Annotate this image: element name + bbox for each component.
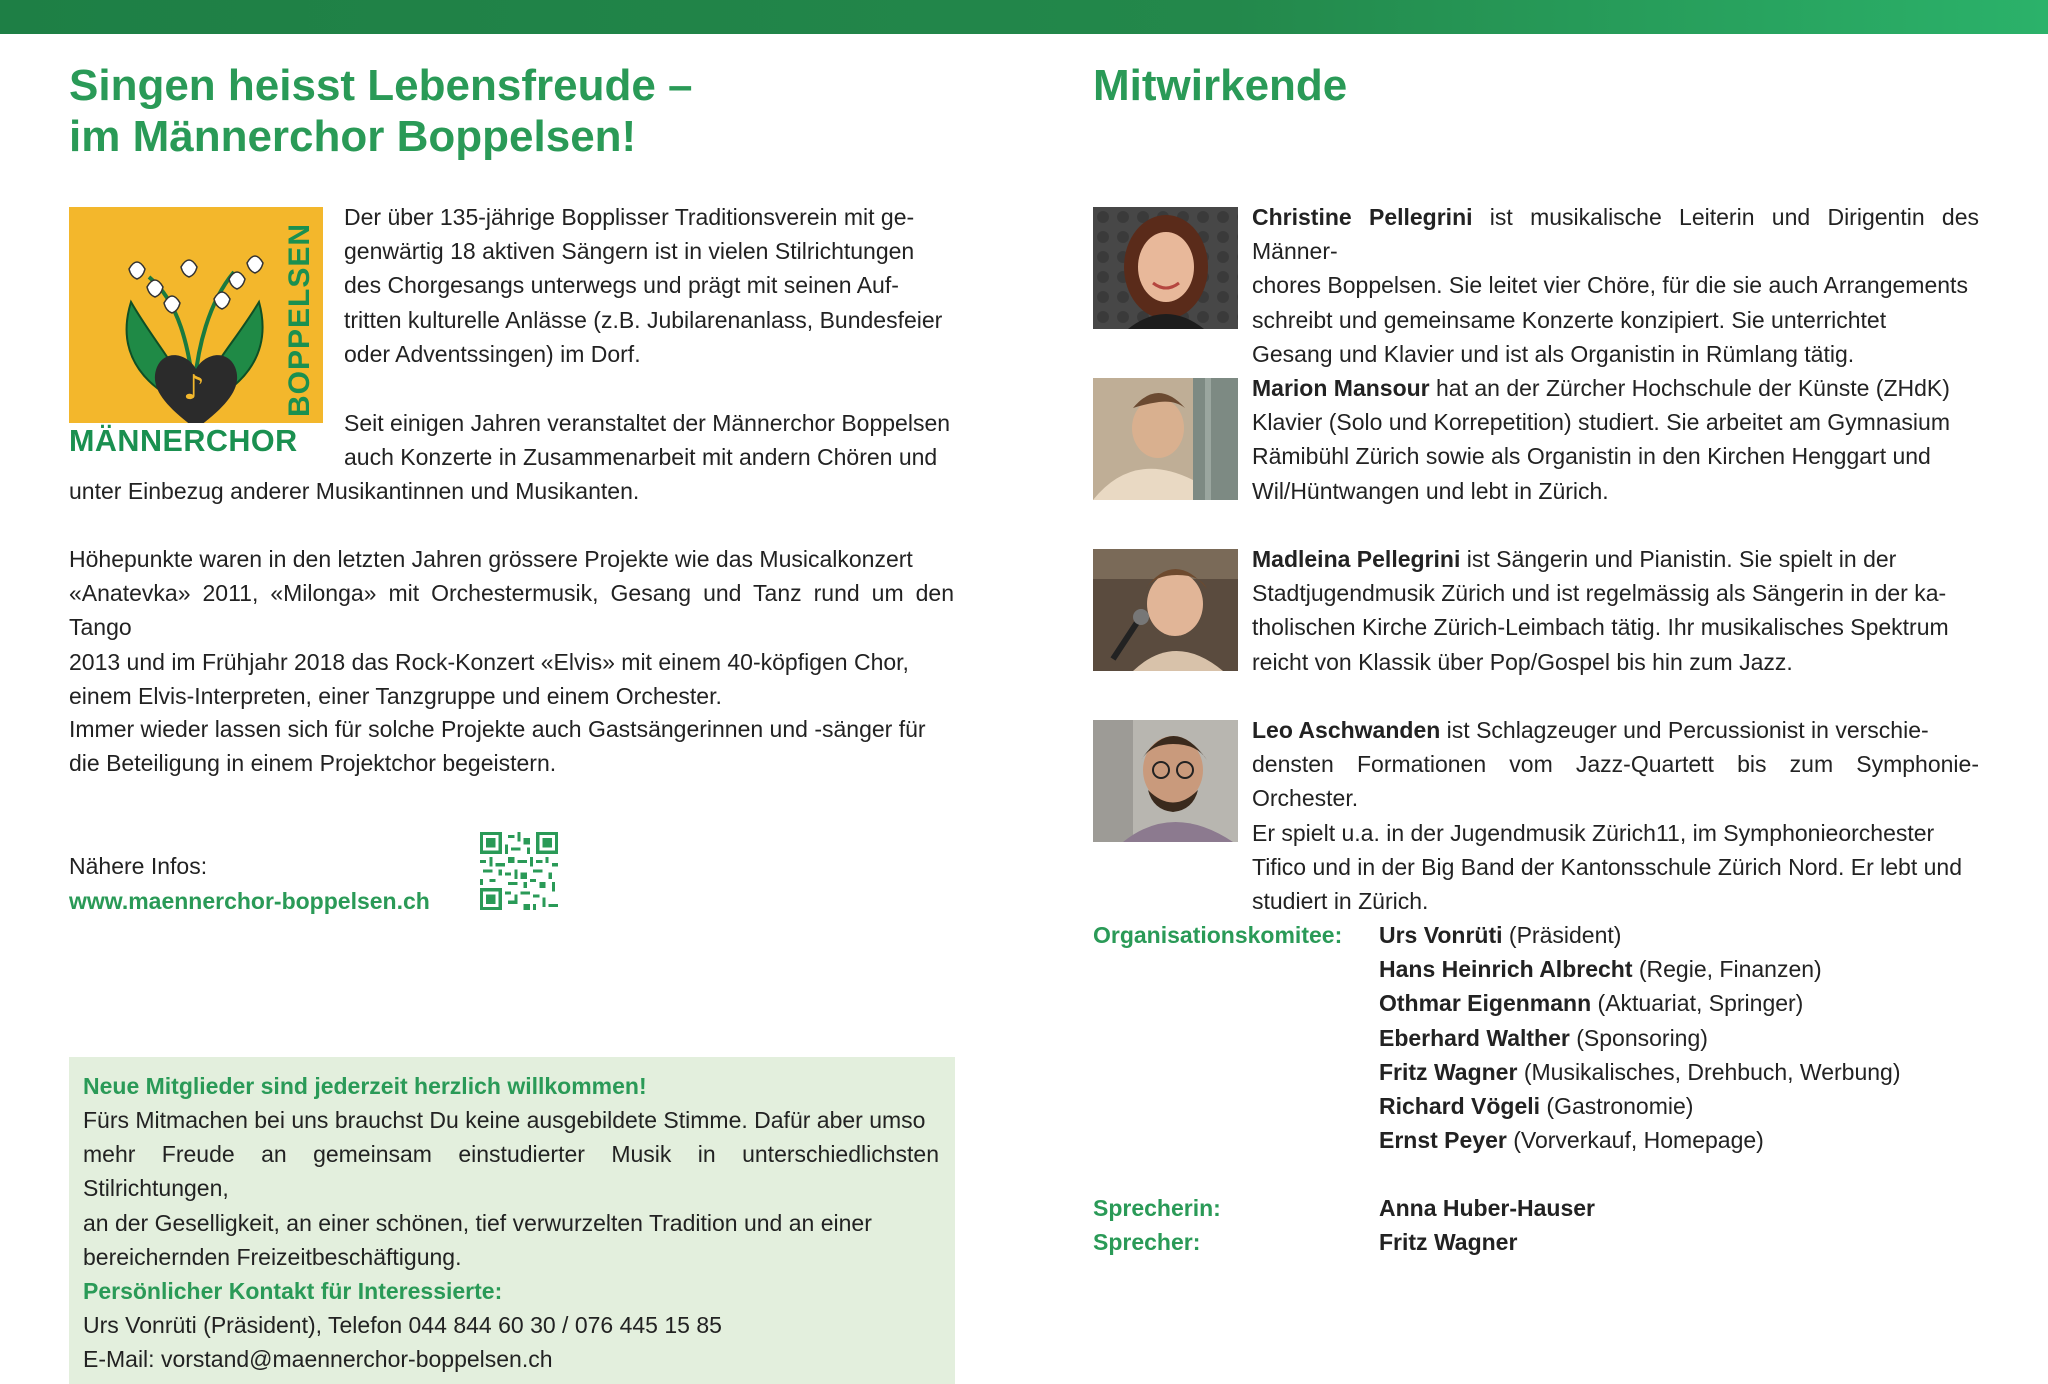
person-name: Madleina Pellegrini bbox=[1252, 546, 1461, 572]
intro-paragraph bbox=[344, 200, 954, 371]
website-link[interactable]: www.maennerchor-boppelsen.ch bbox=[69, 888, 430, 914]
text-line: Stadtjugendmusik Zürich und ist regelmässig als Sängerin in der ka- bbox=[1252, 580, 1947, 607]
committee-member bbox=[1379, 1055, 1901, 1089]
text-line: «Anatevka» 2011, «Milonga» mit Orchestermusik, Gesang und Tanz rund um den Tango bbox=[69, 580, 954, 641]
text-line: Rämibühl Zürich sowie als Organistin in den Kirchen Henggart und bbox=[1252, 443, 1931, 470]
highlights-paragraph bbox=[69, 542, 954, 713]
contact-email[interactable]: E-Mail: vorstand@maennerchor-boppelsen.ch bbox=[83, 1346, 553, 1372]
member-role: (Sponsoring) bbox=[1569, 1024, 1708, 1051]
text-line: Immer wieder lassen sich für solche Projekte auch Gastsängerinnen und -sänger für bbox=[69, 716, 926, 742]
text-line: Wil/Hüntwangen und lebt in Zürich. bbox=[1252, 477, 1609, 504]
member-name: Ernst Peyer bbox=[1379, 1127, 1507, 1154]
guest-singers-paragraph bbox=[69, 712, 954, 780]
portrait-singer-icon bbox=[1093, 549, 1238, 671]
member-name: Urs Vonrüti bbox=[1379, 922, 1503, 948]
photo-marion-mansour bbox=[1093, 378, 1238, 500]
text-line: unter Einbezug anderer Musikantinnen und Musikanten. bbox=[69, 478, 640, 505]
new-members-box bbox=[69, 1057, 955, 1384]
text-line bbox=[1252, 713, 1979, 747]
portrait-man-icon bbox=[1093, 720, 1238, 842]
member-name: Fritz Wagner bbox=[1379, 1058, 1518, 1085]
concerts-paragraph bbox=[69, 406, 954, 509]
text-line: Seit einigen Jahren veranstaltet der Männerchor Boppelsen bbox=[344, 410, 951, 436]
svg-text:♪: ♪ bbox=[183, 368, 205, 408]
text-line bbox=[1252, 200, 1979, 268]
text-line: Er spielt u.a. in der Jugendmusik Zürich11, im Symphonieorchester bbox=[1252, 819, 1935, 846]
member-name: Richard Vögeli bbox=[1379, 1093, 1541, 1120]
logo-word-maennerchor: MÄNNERCHOR bbox=[69, 424, 298, 458]
text-line: ist musikalische Leiterin und Dirigentin des Männer- bbox=[1252, 204, 1979, 265]
member-role: (Musikalisches, Drehbuch, Werbung) bbox=[1517, 1058, 1901, 1085]
committee-list bbox=[1379, 918, 1901, 1157]
text-line: ist Schlagzeuger und Percussionist in verschie- bbox=[1440, 717, 1929, 743]
bio-leo-aschwanden bbox=[1252, 713, 1979, 918]
committee-member bbox=[1379, 1021, 1901, 1055]
new-members-heading: Neue Mitglieder sind jederzeit herzlich willkommen! bbox=[83, 1073, 647, 1099]
text-line: genwärtig 18 aktiven Sängern ist in vielen Stilrichtungen bbox=[344, 238, 915, 265]
text-line: die Beteiligung in einem Projektchor begeistern. bbox=[69, 750, 557, 777]
person-name: Marion Mansour bbox=[1252, 375, 1430, 401]
portrait-woman-icon bbox=[1093, 207, 1238, 329]
text-line: Fürs Mitmachen bei uns brauchst Du keine ausgebildete Stimme. Dafür aber umso bbox=[83, 1107, 926, 1133]
speaker-female-label: Sprecherin: bbox=[1093, 1195, 1221, 1221]
speaker-male-name bbox=[1379, 1225, 1517, 1259]
committee-member bbox=[1379, 1089, 1901, 1123]
qr-code-icon[interactable] bbox=[480, 832, 558, 910]
text-line: einem Elvis-Interpreten, einer Tanzgruppe und einem Orchester. bbox=[69, 682, 722, 709]
text-line: Tifico und in der Big Band der Kantonsschule Zürich Nord. Er lebt und bbox=[1252, 853, 1962, 880]
text-line: an der Geselligkeit, an einer schönen, tief verwurzelten Tradition und an einer bbox=[83, 1209, 872, 1236]
text-line: mehr Freude an gemeinsam einstudierter Musik in unterschiedlichsten Stilrichtungen, bbox=[83, 1141, 939, 1202]
contact-phone: Urs Vonrüti (Präsident), Telefon 044 844 60 30 / 076 445 15 85 bbox=[83, 1312, 722, 1338]
text-line: auch Konzerte in Zusammenarbeit mit andern Chören und bbox=[344, 444, 938, 471]
text-line: schreibt und gemeinsame Konzerte konzipiert. Sie unterrichtet bbox=[1252, 306, 1887, 333]
text-line: Der über 135-jährige Bopplisser Traditionsverein mit ge- bbox=[344, 204, 915, 230]
text-line: tholischen Kirche Zürich-Leimbach tätig. Ihr musikalisches Spektrum bbox=[1252, 614, 1949, 641]
text-line: oder Adventssingen) im Dorf. bbox=[344, 340, 641, 367]
photo-christine-pellegrini bbox=[1093, 207, 1238, 329]
member-name: Eberhard Walther bbox=[1379, 1024, 1570, 1051]
member-name: Fritz Wagner bbox=[1379, 1229, 1518, 1255]
text-line: reicht von Klassik über Pop/Gospel bis hin zum Jazz. bbox=[1252, 648, 1793, 675]
member-name: Hans Heinrich Albrecht bbox=[1379, 956, 1633, 983]
text-line: ist Sängerin und Pianistin. Sie spielt in der bbox=[1460, 546, 1897, 572]
text-line: tritten kulturelle Anlässe (z.B. Jubilarenanlass, Bundesfeier bbox=[344, 306, 943, 333]
person-name: Leo Aschwanden bbox=[1252, 717, 1441, 743]
text-line: studiert in Zürich. bbox=[1252, 888, 1429, 915]
page-title bbox=[69, 60, 693, 162]
member-role: (Aktuariat, Springer) bbox=[1591, 990, 1804, 1017]
contributors-title: Mitwirkende bbox=[1093, 61, 1348, 110]
person-name: Christine Pellegrini bbox=[1252, 204, 1473, 230]
member-name: Anna Huber-Hauser bbox=[1379, 1195, 1595, 1221]
text-line bbox=[1252, 542, 1979, 576]
page-title-line-1: Singen heisst Lebensfreude – bbox=[69, 61, 693, 110]
committee-member bbox=[1379, 952, 1901, 986]
contact-heading: Persönlicher Kontakt für Interessierte: bbox=[83, 1278, 503, 1304]
member-role: (Gastronomie) bbox=[1540, 1093, 1694, 1120]
bio-madleina-pellegrini bbox=[1252, 542, 1979, 679]
text-line bbox=[1252, 371, 1979, 405]
text-line: hat an der Zürcher Hochschule der Künste (ZHdK) bbox=[1429, 375, 1950, 401]
photo-madleina-pellegrini bbox=[1093, 549, 1238, 671]
bio-marion-mansour bbox=[1252, 371, 1979, 508]
photo-leo-aschwanden bbox=[1093, 720, 1238, 842]
portrait-woman-piano-icon bbox=[1093, 378, 1238, 500]
text-line: densten Formationen vom Jazz-Quartett bis zum Symphonie-Orchester. bbox=[1252, 751, 1979, 812]
committee-member bbox=[1379, 1123, 1901, 1157]
logo-word-boppelsen: BOPPELSEN bbox=[283, 222, 316, 418]
speaker-female-name bbox=[1379, 1191, 1595, 1225]
page-title-line-2: im Männerchor Boppelsen! bbox=[69, 112, 637, 161]
text-line: des Chorgesangs unterwegs und prägt mit seinen Auf- bbox=[344, 272, 899, 299]
text-line: Gesang und Klavier und ist als Organistin in Rümlang tätig. bbox=[1252, 340, 1855, 367]
text-line: bereichernden Freizeitbeschäftigung. bbox=[83, 1243, 462, 1270]
member-name: Othmar Eigenmann bbox=[1379, 990, 1592, 1017]
speaker-male-label: Sprecher: bbox=[1093, 1229, 1201, 1255]
committee-member bbox=[1379, 918, 1901, 952]
more-info-label: Nähere Infos: bbox=[69, 853, 208, 879]
text-line: Höhepunkte waren in den letzten Jahren grössere Projekte wie das Musicalkonzert bbox=[69, 546, 913, 572]
member-role: (Präsident) bbox=[1502, 922, 1622, 948]
member-role: (Vorverkauf, Homepage) bbox=[1506, 1127, 1764, 1154]
text-line: 2013 und im Frühjahr 2018 das Rock-Konzert «Elvis» mit einem 40-köpfigen Chor, bbox=[69, 648, 909, 675]
bio-christine-pellegrini bbox=[1252, 200, 1979, 371]
text-line: chores Boppelsen. Sie leitet vier Chöre, für die sie auch Arrangements bbox=[1252, 272, 1968, 299]
committee-member bbox=[1379, 986, 1901, 1020]
new-members-text bbox=[83, 1103, 939, 1274]
committee-label: Organisationskomitee: bbox=[1093, 922, 1343, 948]
member-role: (Regie, Finanzen) bbox=[1632, 956, 1822, 983]
top-green-band bbox=[0, 0, 2048, 34]
text-line: Klavier (Solo und Korrepetition) studiert. Sie arbeitet am Gymnasium bbox=[1252, 409, 1950, 436]
